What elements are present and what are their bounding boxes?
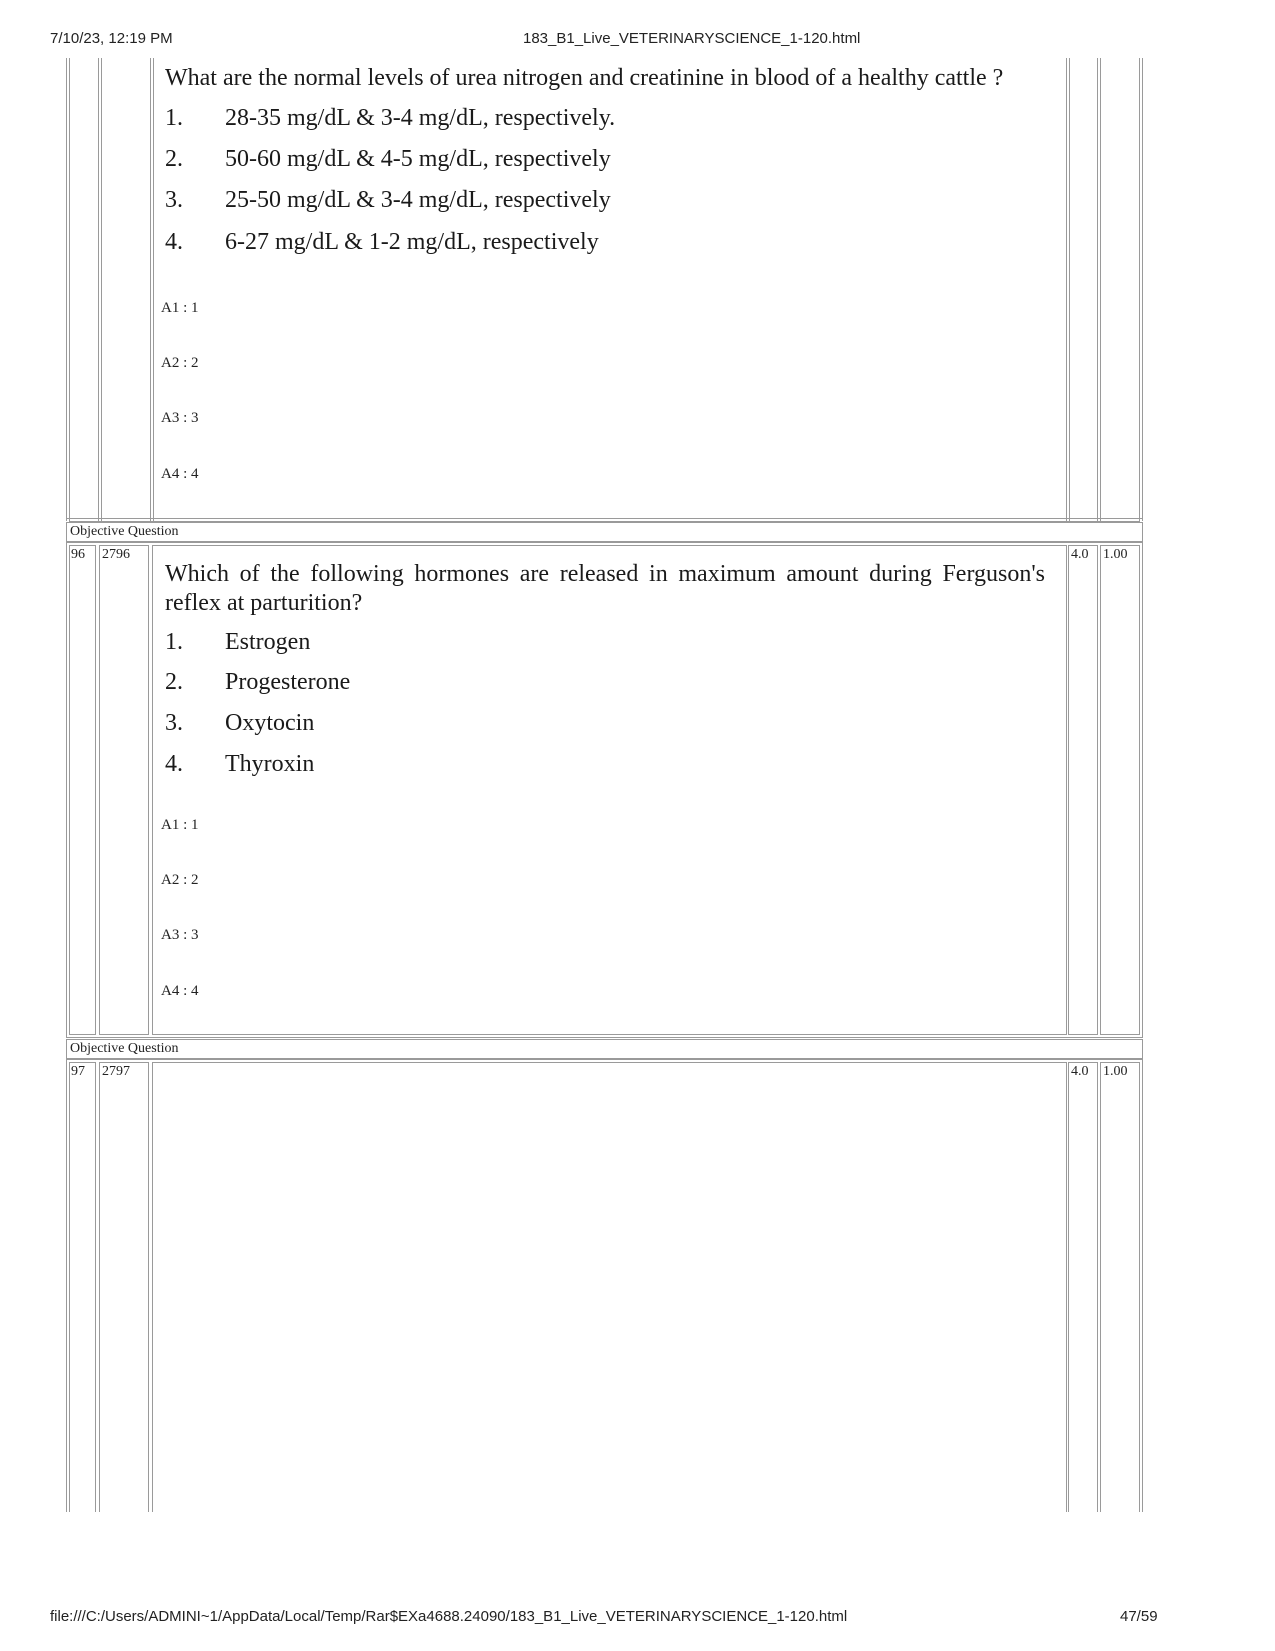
option-number: 1. <box>165 629 183 655</box>
answer-option: A4 : 4 <box>161 983 199 999</box>
option-text: 50-60 mg/dL & 4-5 mg/dL, respectively <box>225 146 611 172</box>
question-negative-marks: 1.00 <box>1103 1064 1128 1079</box>
id-cell <box>99 545 149 1035</box>
question-96-text: Which of the following hormones are released in maximum amount during Ferguson's reflex at parturition? <box>165 561 1045 616</box>
question-marks: 4.0 <box>1071 1064 1089 1079</box>
option-text: 28-35 mg/dL & 3-4 mg/dL, respectively. <box>225 105 616 131</box>
print-page-number: 47/59 <box>1120 1608 1158 1625</box>
option-number: 2. <box>165 669 183 695</box>
option-number: 2. <box>165 146 183 172</box>
answer-option: A1 : 1 <box>161 817 199 833</box>
print-file-path: file:///C:/Users/ADMINI~1/AppData/Local/Temp/Rar$EXa4688.24090/183_B1_Live_VETERINARYSCIENCE_1-120.html <box>50 1608 848 1625</box>
marks-cell <box>1068 545 1098 1035</box>
serial-cell <box>69 1062 96 1522</box>
option-number: 1. <box>165 105 183 131</box>
question-body-cell <box>152 545 1067 1035</box>
answer-option: A1 : 1 <box>161 300 199 316</box>
question-marks: 4.0 <box>1071 547 1089 562</box>
answer-option: A3 : 3 <box>161 927 199 943</box>
question-body-cell <box>152 1062 1067 1522</box>
option-text: Estrogen <box>225 629 311 655</box>
question-type-bar <box>66 522 1143 542</box>
question-id: 2797 <box>102 1064 130 1079</box>
answer-option: A2 : 2 <box>161 872 199 888</box>
question-prev-text: What are the normal levels of urea nitrogen and creatinine in blood of a healthy cattle ? <box>165 65 1004 91</box>
option-text: Oxytocin <box>225 710 315 736</box>
print-doc-title: 183_B1_Live_VETERINARYSCIENCE_1-120.html <box>523 30 861 47</box>
negative-marks-cell <box>1100 1062 1140 1522</box>
question-type-bar <box>66 1039 1143 1059</box>
question-negative-marks: 1.00 <box>1103 547 1128 562</box>
option-number: 4. <box>165 751 183 777</box>
option-number: 3. <box>165 187 183 213</box>
option-text: Thyroxin <box>225 751 315 777</box>
answer-option: A2 : 2 <box>161 355 199 371</box>
answer-option: A3 : 3 <box>161 410 199 426</box>
question-type-label: Objective Question <box>70 1041 179 1056</box>
marks-cell <box>1068 1062 1098 1522</box>
option-text: 6-27 mg/dL & 1-2 mg/dL, respectively <box>225 229 599 255</box>
option-text: 25-50 mg/dL & 3-4 mg/dL, respectively <box>225 187 611 213</box>
option-number: 4. <box>165 229 183 255</box>
question-type-label: Objective Question <box>70 524 179 539</box>
id-cell <box>99 1062 149 1522</box>
serial-cell <box>69 545 96 1035</box>
option-text: Progesterone <box>225 669 351 695</box>
answer-option: A4 : 4 <box>161 466 199 482</box>
question-serial: 97 <box>71 1064 85 1079</box>
question-serial: 96 <box>71 547 85 562</box>
print-datetime: 7/10/23, 12:19 PM <box>50 30 173 47</box>
question-id: 2796 <box>102 547 130 562</box>
option-number: 3. <box>165 710 183 736</box>
negative-marks-cell <box>1100 545 1140 1035</box>
